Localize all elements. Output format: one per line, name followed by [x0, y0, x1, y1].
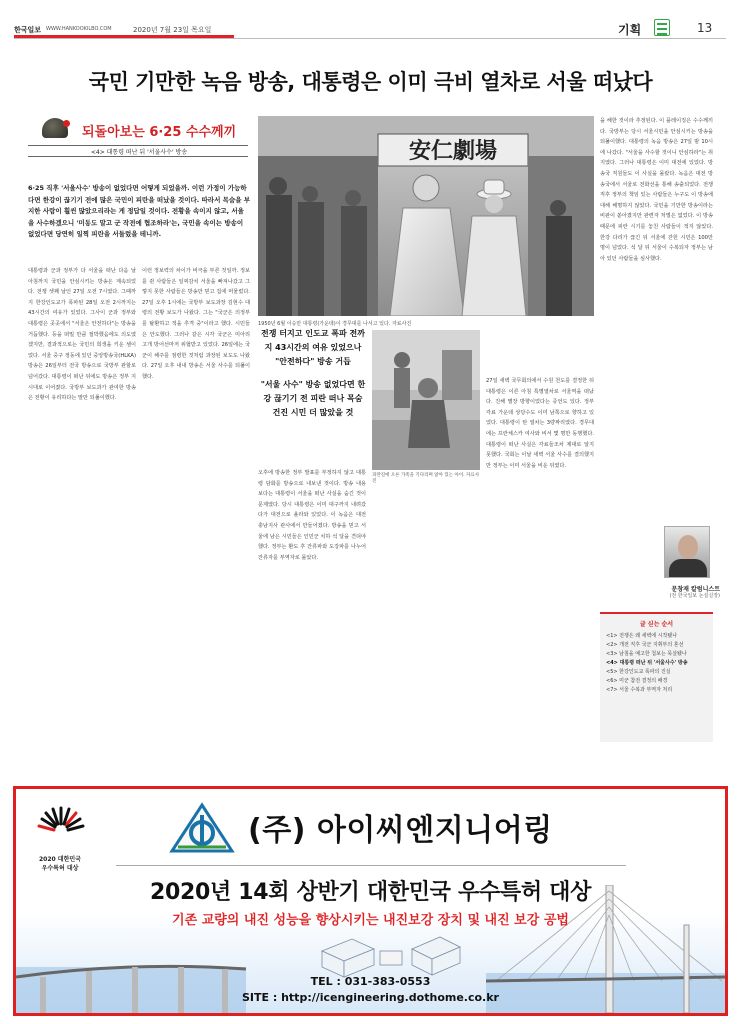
article-headline: 국민 기만한 녹음 방송, 대통령은 이미 극비 열차로 서울 떠났다 [88, 70, 653, 94]
body-column-1: 대통령과 군과 정부가 다 서울을 떠난 다음 날 아침까지 국민을 안심시키는 방송은 계속되었다. 전쟁 셋째 날인 27일 오전 7시였다. 그때까지 한강인도교가 폭파된 28일 오전 2시까지는 43시간의 여유가 있었다. 그사이 군과 정부와 대통령은 곳곳에서 "서울은 안전하다"는 방송을 거듭했다. 등을 떠밀 만큼 절박했음에도 의도였겠지만, 결과적으로는 국민의 희생을 키운 셈이었다. 서울 중구 정동에 있던 중앙방송국(HLKA) 방송은 26일부터 전국 방송으로 국방부 관할로 넘어갔다. 대통령이 떠난 뒤에도 방송은 정부 지시대로 이어졌다. 국방부 보도과가 관여한 방송은 전황이 유리하다는 말만 되풀이했다. [28, 268, 136, 402]
ad-tagline: 기존 교량의 내진 성능을 향상시키는 내진보강 장치 및 내진 보강 공법 [172, 913, 569, 928]
body-column-6: 을 해한 것이라 추정된다. 이 플레이징은 수수께끼다. 국방부는 당시 서울시민을 안심시키는 방송을 되풀이했다. 대통령의 녹음 방송은 27일 밤 10시에 나갔다. "서울을 사수할 것이니 안심하라"는 취지였다. 그러나 대통령은 이미 대전에 있었다. 방송국 직원들도 이 사실을 몰랐다. 녹음은 대전 방송국에서 서울로 전화선을 통해 송출되었다. 전쟁 직후 정부의 책임 있는 사람들은 누구도 이 방송에 대해 해명하지 않았다. 국민을 기만한 방송이라는 비판이 쏟아졌지만 관련자 처벌은 없었다. 이 방송 때문에 피란 시기를 놓친 사람들이 적지 않았다. 한강 다리가 끊긴 뒤 서울에 갇힌 시민은 100만 명이 넘었다. 석 달 뒤 서울이 수복되자 정부는 남아 있던 사람들을 심사했다. [600, 118, 713, 262]
page-number: 13 [697, 21, 713, 35]
company-logo-icon [168, 801, 236, 855]
series-list-title: 글 싣는 순서 [639, 621, 674, 628]
pull-quote-1: 전쟁 터지고 인도교 폭파 전까지 43시간의 여유 있었으나 "안전하다" 방송 거듭 [261, 329, 365, 366]
author-portrait [664, 526, 710, 578]
body-column-2: 이런 정보력의 차이가 비극을 부른 것일까. 정보를 쥔 사람들은 일찌감치 서울을 빠져나갔고 그렇지 못한 사람들은 방송만 믿고 집에 머물렀다. 27일 오후 1시에는 국방부 보도과장 김현수 대령의 전황 보도가 나왔다. 그는 "국군은 의정부를 탈환하고 적을 추격 중"이라고 했다. 시민들은 안도했다. 그러나 같은 시각 국군은 미아리 고개 방어선마저 위협받고 있었다. 26일에는 국군이 해주를 점령한 것처럼 과장된 보도도 나왔다. 27일 오후 내내 방송은 서울 사수를 되풀이했다. [142, 268, 250, 380]
child-photo-caption: 피란길에 오른 가족을 기다리며 앉아 있는 아이. 자료사진 [372, 473, 480, 484]
body-column-3: 오후에 방송한 정부 발표를 부정하지 않고 대통령 담화를 방송으로 내보낸 것이다. 방송 내용 보다는 대통령이 서울을 떠난 사실을 숨긴 것이 문제였다. 당시 대통령은 이미 대구까지 내려갔다가 대전으로 올라와 있었다. 이 녹음은 대전 충남지사 관사에서 만들어졌다. 방송을 믿고 서울에 남은 시민들은 인민군 치하 석 달을 견뎌야 했다. 정부는 환도 후 잔류파와 도강파를 나누어 잔류자를 부역자로 몰았다. [258, 470, 366, 561]
child-photo [372, 330, 480, 470]
series-title: 되돌아보는 6·25 수수께끼 [82, 125, 237, 140]
list-item-current: <4> 대통령 떠난 뒤 '서울사수' 방송 [606, 660, 688, 666]
theater-sign: 安仁劇場 [408, 138, 498, 164]
helmet-icon [42, 118, 68, 138]
series-box [28, 113, 248, 168]
list-item: <3> 남침을 예고한 첩보는 묵살됐나 [606, 651, 687, 657]
pull-quote-2: "서울 사수" 방송 없었다면 한강 끊기기 전 피란 떠나 목숨 건진 시민 더 많았을 것 [260, 380, 366, 417]
masthead-rule [14, 38, 726, 39]
award-logo-icon [32, 801, 90, 851]
article-lead: 6·25 직후 '서울사수' 방송이 없었다면 어떻게 되었을까. 이런 가정이 가능하다면 한강이 끊기기 전에 많은 국민이 피란을 떠났을 것이다. 따라서 목숨을 부지한 사람이 훨씬 많았으리라는 게 정답일 것이다. 전황을 속이지 않고, 서울을 사수하겠으니 '미동도 말고 군 작전에 협조하라'는, 국민을 속이는 방송이 없었다면 당연히 일찍 피란을 서둘렀을 테니까. [28, 184, 251, 238]
ad-award-title: 2020년 14회 상반기 대한민국 우수특허 대상 [149, 880, 592, 905]
list-item: <2> 개전 직후 국군 지휘부의 혼선 [606, 642, 684, 648]
notepad-icon [654, 19, 670, 36]
award-badge-text: 2020 대한민국 우수특허 대상 [39, 856, 81, 872]
list-item: <7> 서울 수복과 부역자 처리 [606, 687, 673, 693]
main-photo-image [258, 116, 594, 316]
list-item: <6> 미군 참전 결정의 배경 [606, 678, 668, 684]
ad-website-link[interactable]: SITE : http://icengineering.dothome.co.kr [242, 991, 499, 1004]
main-photo [258, 116, 594, 316]
child-photo-image [372, 330, 480, 470]
ad-company-name[interactable]: (주) 아이씨엔지니어링 [248, 813, 553, 848]
newspaper-logo[interactable]: 한국일보 [14, 26, 42, 34]
issue-date: 2020년 7월 23일 목요일 [133, 26, 212, 34]
list-item: <5> 한강인도교 폭파의 진실 [606, 669, 671, 675]
ad-telephone[interactable]: TEL : 031-383-0553 [310, 975, 431, 988]
series-subtitle: <4> 대통령 떠난 뒤 '서울사수' 방송 [90, 149, 188, 156]
list-item: <1> 전쟁은 왜 새벽에 시작됐나 [606, 633, 678, 639]
newspaper-url[interactable]: WWW.HANKOOKILBO.COM [46, 26, 112, 32]
advertisement[interactable] [13, 786, 728, 1016]
main-photo-caption: 1950년 6월 이승만 대통령(가운데)이 경무대를 나서고 있다. 자료사진 [258, 321, 412, 327]
author-title: (전 한국일보 논설실장) [669, 593, 720, 599]
body-column-5: 27일 새벽 국무회의에서 수원 천도를 결정한 뒤 대통령은 이른 아침 특별열차로 서울역을 떠났다. 진해 별장 방향이었다는 증언도 있다. 정부 각료 가운데 상당수도 이미 남쪽으로 향하고 있었다. 대통령이 탄 열차는 3량짜리였다. 경무대에는 프란체스카 여사와 비서 몇 명만 동행했다. 대통령이 떠난 사실은 각료들조차 제대로 알지 못했다. 국회는 이날 새벽 서울 사수를 결의했지만 정부는 이미 서울을 비운 뒤였다. [486, 378, 594, 469]
ad-divider [116, 865, 626, 866]
masthead [0, 0, 741, 40]
series-list [600, 612, 713, 742]
section-label: 기획 [618, 23, 642, 37]
author-name: 문창재 칼럼니스트 [671, 586, 720, 593]
